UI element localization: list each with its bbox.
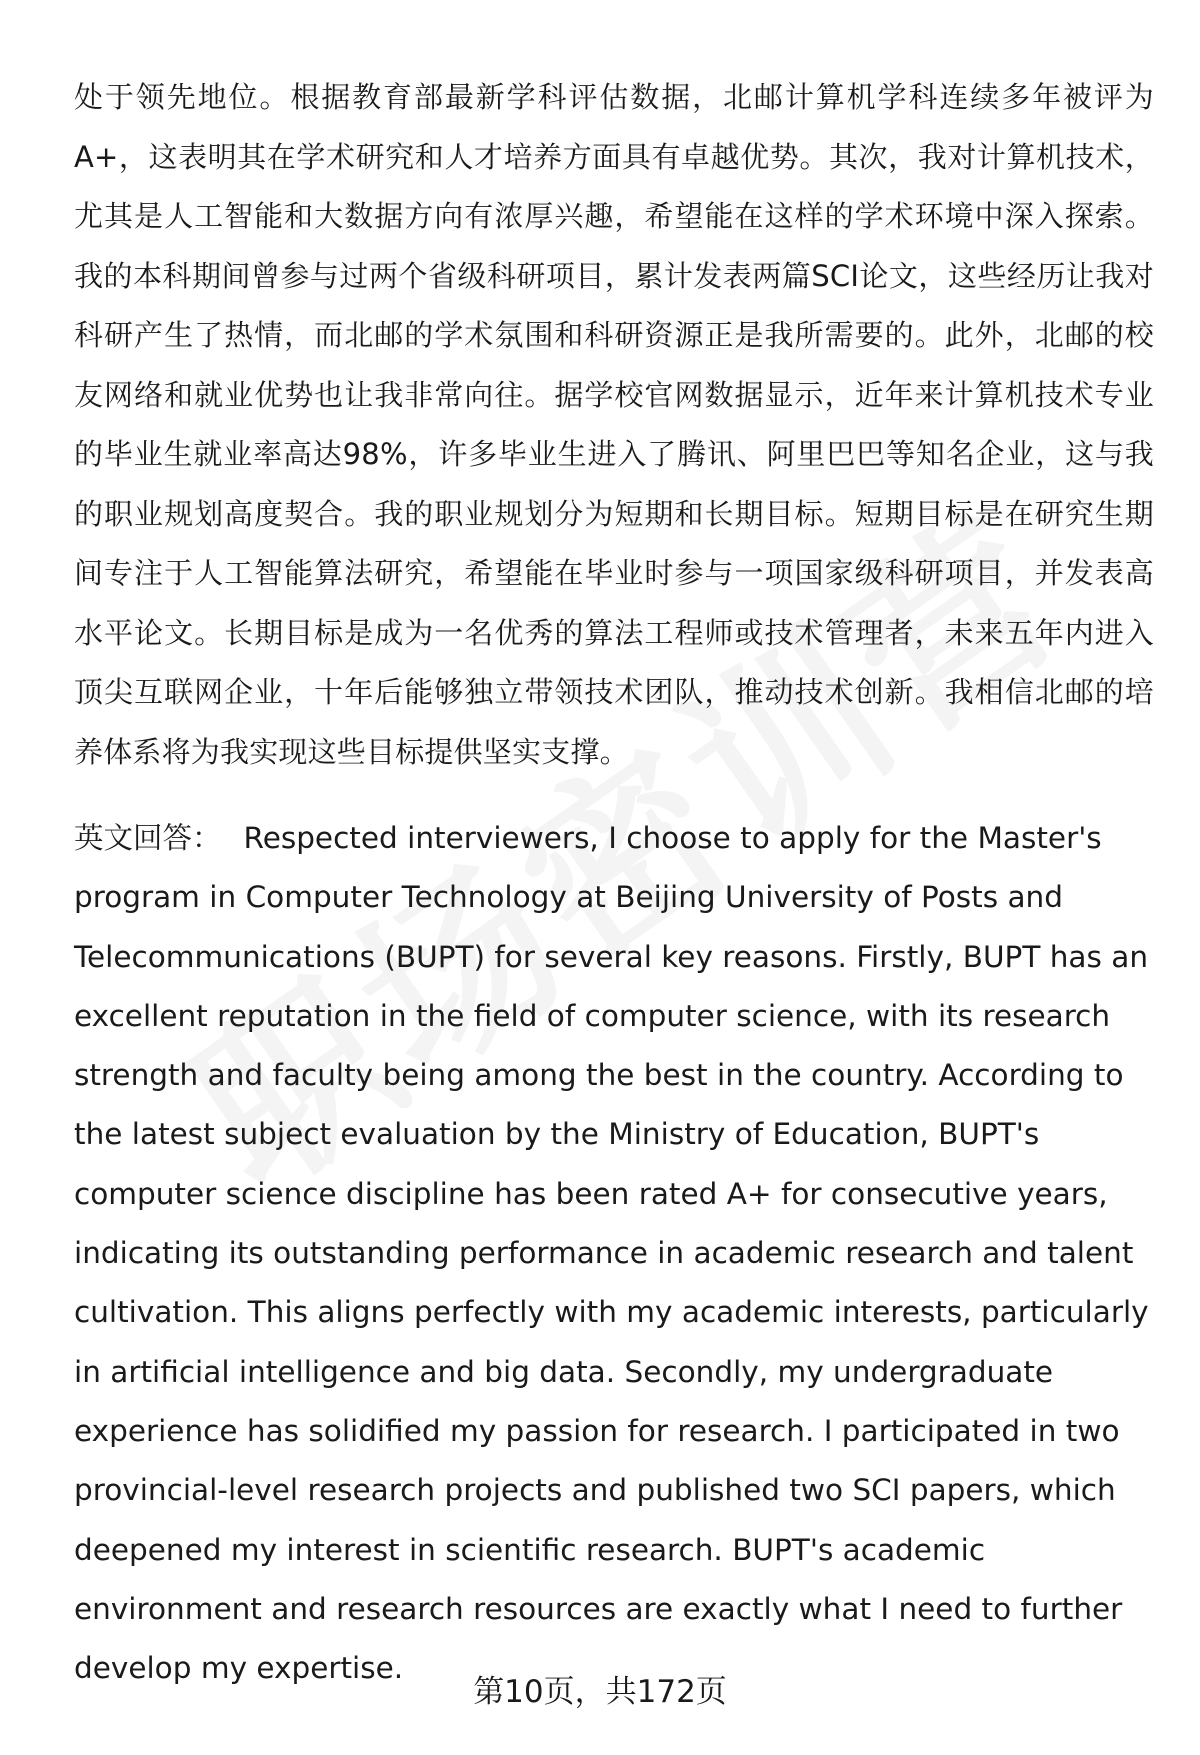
- english-answer-text: Respected interviewers, I choose to apply for the Master's program in Computer Technology at Beijing University of Posts and Telecommunications (BUPT) for several key reasons. Firstly, BUPT has an excellent reputation in the field of computer science, with its research strength and faculty being among the best in the country. According to the latest subject evaluation by the Ministry of Education, BUPT's computer science discipline has been rated A+ for consecutive years, indicating its outstanding performance in academic research and talent cultivation. This aligns perfectly with my academic interests, particularly in artificial intelligence and big data. Secondly, my undergraduate experience has solidified my passion for research. I participated in two provincial-level research projects and published two SCI papers, which deepened my interest in scientific research. BUPT's academic environment and research resources are exactly what I need to further develop my expertise.: [74, 821, 1149, 1686]
- chinese-paragraph: 处于领先地位。根据教育部最新学科评估数据，北邮计算机学科连续多年被评为A+，这表明其在学术研究和人才培养方面具有卓越优势。其次，我对计算机技术，尤其是人工智能和大数据方向有浓厚兴趣，希望能在这样的学术环境中深入探索。我的本科期间曾参与过两个省级科研项目，累计发表两篇SCI论文，这些经历让我对科研产生了热情，而北邮的学术氛围和科研资源正是我所需要的。此外，北邮的校友网络和就业优势也让我非常向往。据学校官网数据显示，近年来计算机技术专业的毕业生就业率高达98%，许多毕业生进入了腾讯、阿里巴巴等知名企业，这与我的职业规划高度契合。我的职业规划分为短期和长期目标。短期目标是在研究生期间专注于人工智能算法研究，希望能在毕业时参与一项国家级科研项目，并发表高水平论文。长期目标是成为一名优秀的算法工程师或技术管理者，未来五年内进入顶尖互联网企业，十年后能够独立带领技术团队，推动技术创新。我相信北邮的培养体系将为我实现这些目标提供坚实支撑。: [74, 80, 1154, 769]
- page-number: 第10页，共172页: [473, 1674, 727, 1710]
- english-answer-label: 英文回答：: [74, 821, 222, 855]
- english-answer: [74, 809, 1154, 1698]
